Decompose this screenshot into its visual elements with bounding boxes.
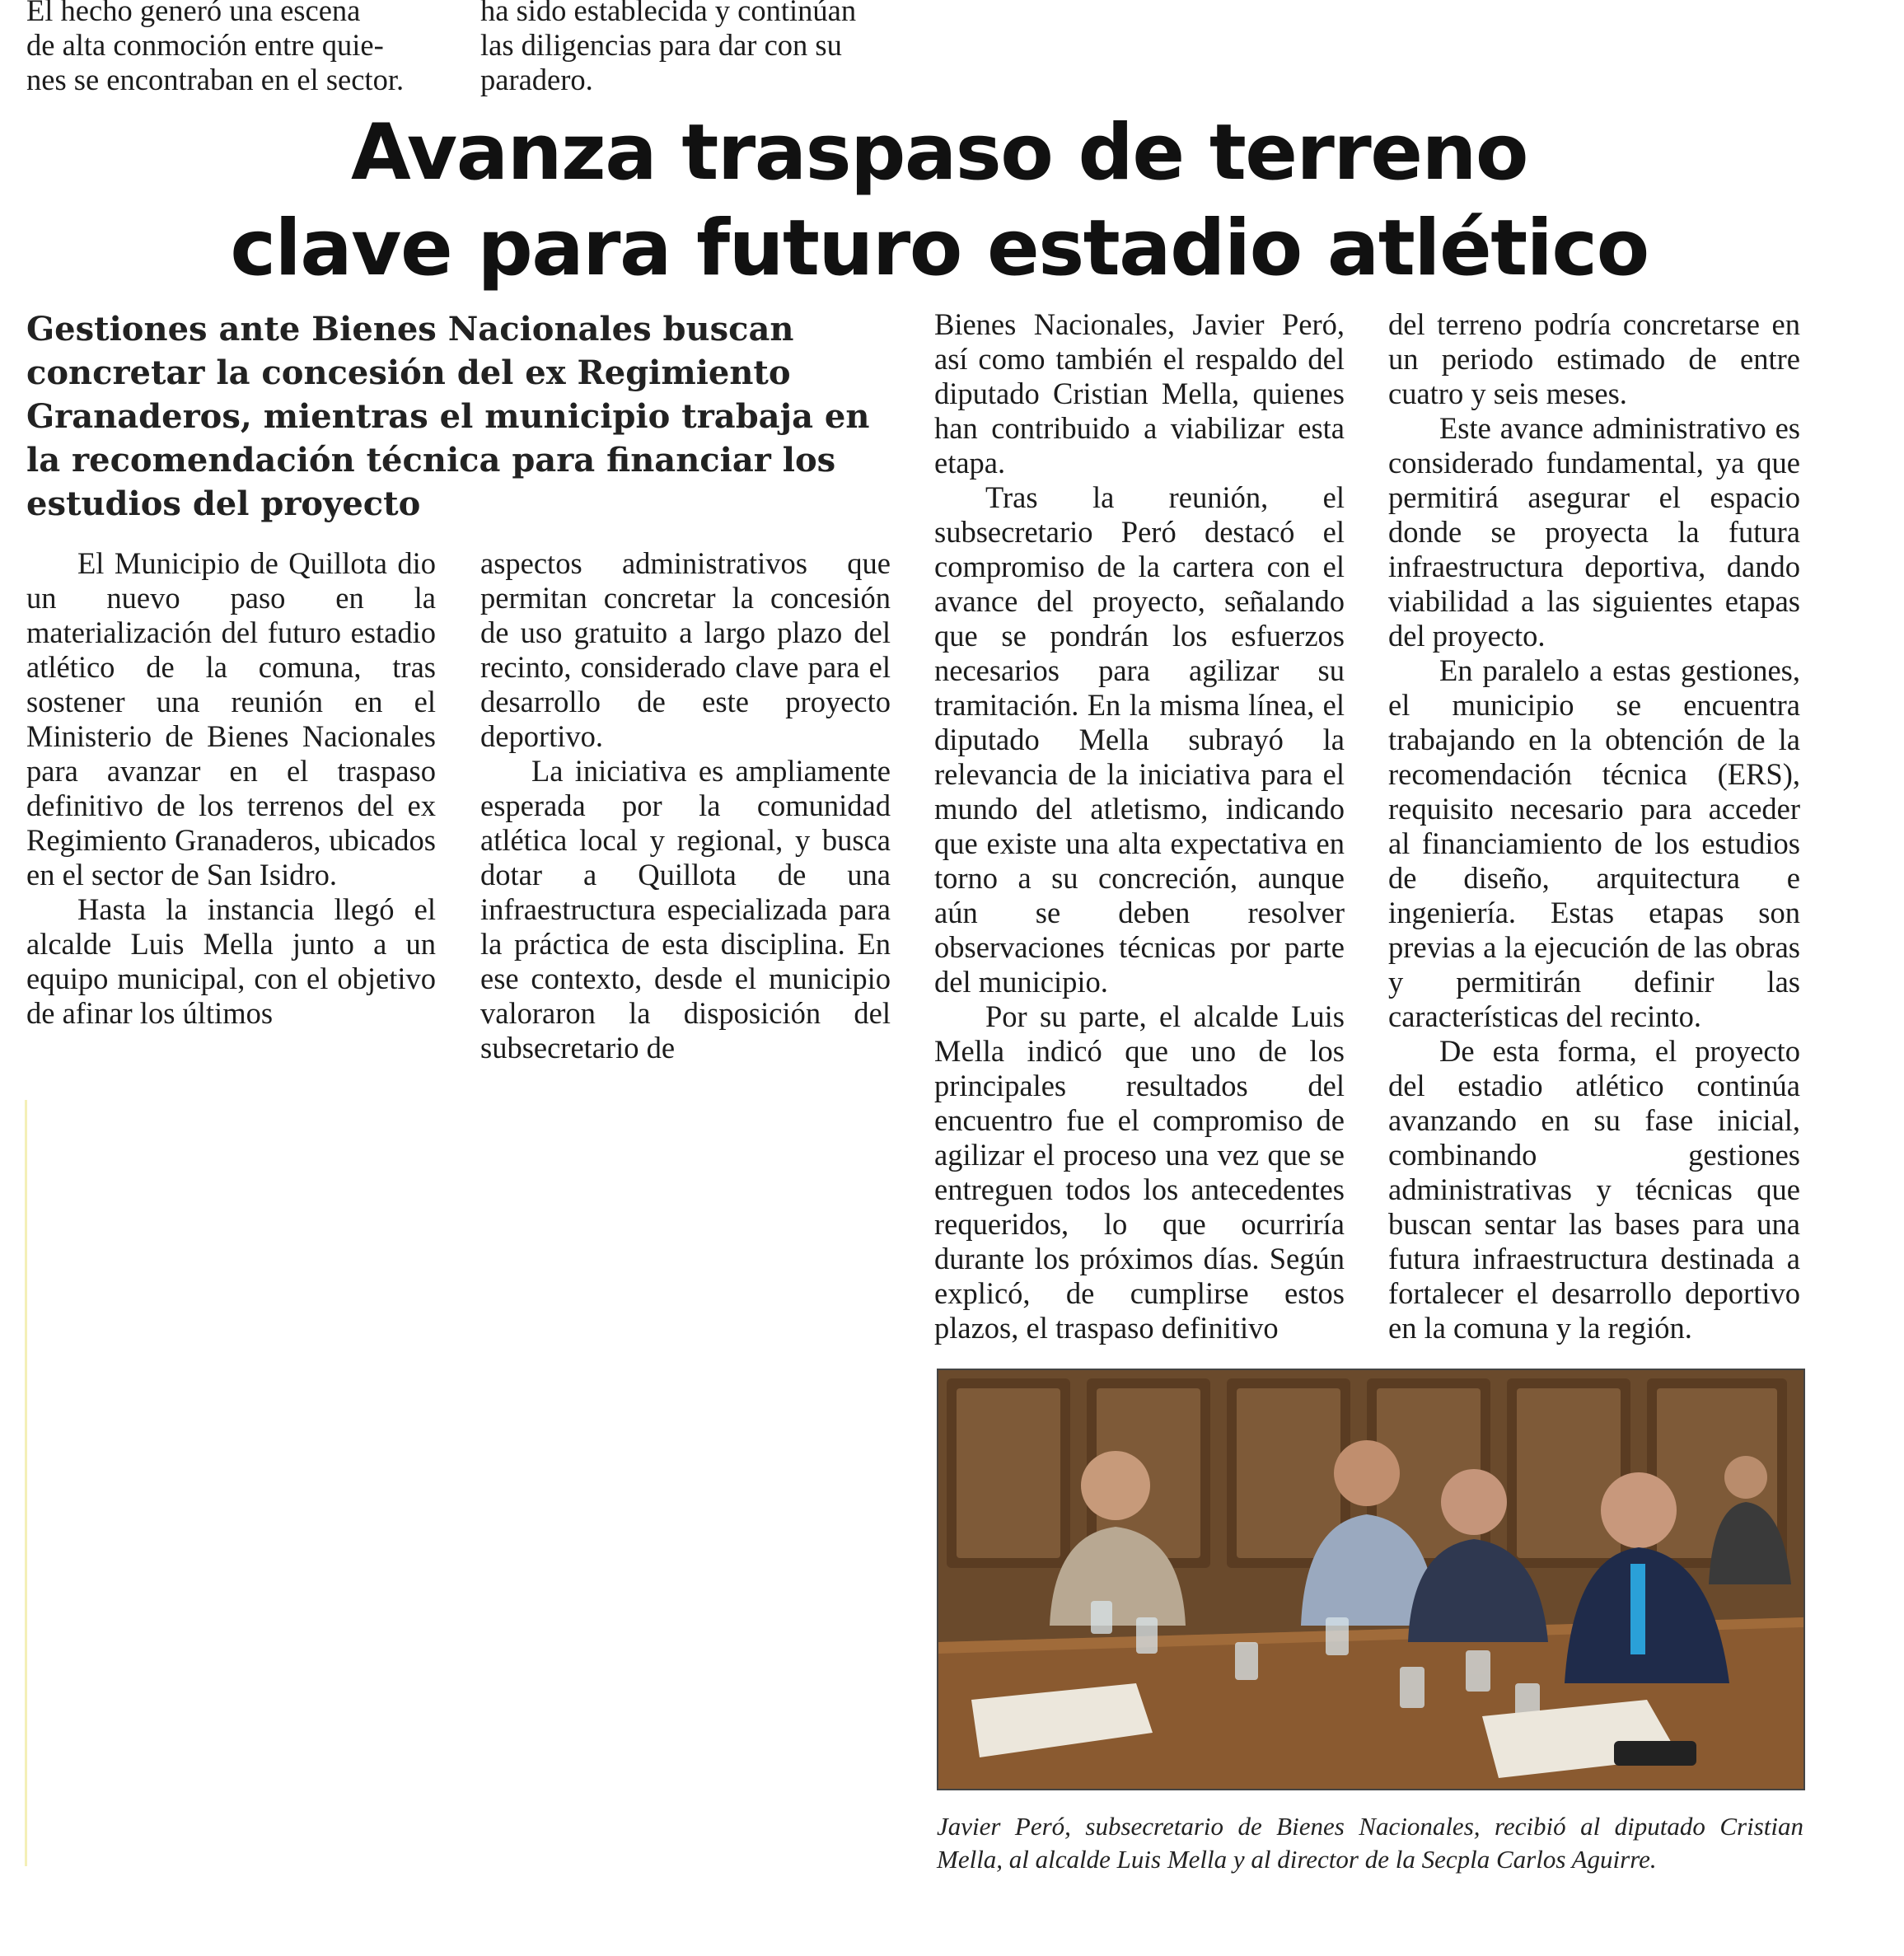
- body-paragraph: De esta forma, el proyecto del estadio atlético continúa avanzando en su fase inicial, combinando gestiones administrativas y técnicas que buscan sentar las bases para una futura infraestructura destinada a fortalecer el desarrollo deportivo en la comuna y la región.: [1388, 1034, 1800, 1345]
- meeting-photo: [937, 1369, 1805, 1790]
- body-column-3: [934, 307, 1345, 1345]
- meeting-photo-illustration: [938, 1370, 1803, 1789]
- photo-caption: Javier Peró, subsecretario de Bienes Nacionales, recibió al diputado Cristian Mella, al alcalde Luis Mella y al director de la Secpla Carlos Aguirre.: [937, 1812, 1803, 1874]
- body-column-4: [1388, 307, 1800, 1345]
- body-paragraph: El Municipio de Quillota dio un nuevo paso en la materialización del futuro estadio atlético de la comuna, tras sostener una reunión en el Ministerio de Bienes Nacionales para avanzar en el traspaso definitivo de los terrenos del ex Regimiento Granaderos, ubicados en el sector de San Isidro.: [26, 546, 436, 891]
- body-paragraph: Bienes Nacionales, Javier Peró, así como también el respaldo del diputado Cristian Mella, quienes han contribuido a viabilizar esta etapa.: [934, 307, 1345, 480]
- body-paragraph: Este avance administrativo es considerado fundamental, ya que permitirá asegurar el espacio donde se proyecta la futura infraestructura deportiva, dando viabilidad a las siguientes etapas del proyecto.: [1388, 411, 1800, 653]
- prev-article-line: las diligencias para dar con su: [480, 28, 842, 62]
- prev-article-line: paradero.: [480, 63, 593, 96]
- body-column-2: [480, 546, 891, 1065]
- body-paragraph: En paralelo a estas gestiones, el municipio se encuentra trabajando en la obtención de la recomendación técnica (ERS), requisito necesario para acceder al financiamiento de los estudios de diseño, arquitectura e ingeniería. Estas etapas son previas a la ejecución de las obras y permitirán definir las características del recinto.: [1388, 653, 1800, 1033]
- body-paragraph: Hasta la instancia llegó el alcalde Luis Mella junto a un equipo municipal, con el objetivo de afinar los últimos: [26, 892, 436, 1030]
- prev-article-line: ha sido establecida y continúan: [480, 0, 857, 27]
- body-paragraph: Por su parte, el alcalde Luis Mella indicó que uno de los principales resultados del encuentro fue el compromiso de agilizar el proceso una vez que se entreguen todos los antecedentes requeridos, lo que ocurriría durante los próximos días. Según explicó, de cumplirse estos plazos, el traspaso definitivo: [934, 999, 1345, 1345]
- article-deck: Gestiones ante Bienes Nacionales buscan concretar la concesión del ex Regimiento Granaderos, mientras el municipio trabaja en la recomendación técnica para financiar los estudios del proyecto: [26, 310, 870, 523]
- headline-line-2: clave para futuro estadio atlético: [230, 204, 1649, 293]
- headline-line-1: Avanza traspaso de terreno: [351, 108, 1527, 198]
- prev-article-line: nes se encontraban en el sector.: [26, 63, 405, 96]
- prev-article-right-column: [480, 0, 889, 97]
- prev-article-left-column: [26, 0, 435, 97]
- body-column-1: [26, 546, 436, 1031]
- body-paragraph: Tras la reunión, el subsecretario Peró destacó el compromiso de la cartera con el avance del proyecto, señalando que se pondrán los esfuerzos necesarios para agilizar su tramitación. En la misma línea, el diputado Mella subrayó la relevancia de la iniciativa para el mundo del atletismo, indicando que existe una alta expectativa en torno a su concreción, aunque aún se deben resolver observaciones técnicas por parte del municipio.: [934, 480, 1345, 999]
- body-paragraph: aspectos administrativos que permitan concretar la concesión de uso gratuito a largo plazo del recinto, considerado clave para el desarrollo de este proyecto deportivo.: [480, 546, 891, 753]
- article-headline: [165, 105, 1714, 297]
- margin-rule: [25, 1100, 27, 1866]
- prev-article-line: de alta conmoción entre quie-: [26, 28, 384, 62]
- prev-article-line: El hecho generó una escena: [26, 0, 361, 27]
- body-paragraph: La iniciativa es ampliamente esperada por la comunidad atlética local y regional, y busca dotar a Quillota de una infraestructura especializada para la práctica de esta disciplina. En ese contexto, desde el municipio valoraron la disposición del subsecretario de: [480, 754, 891, 1065]
- body-paragraph: del terreno podría concretarse en un periodo estimado de entre cuatro y seis meses.: [1388, 307, 1800, 410]
